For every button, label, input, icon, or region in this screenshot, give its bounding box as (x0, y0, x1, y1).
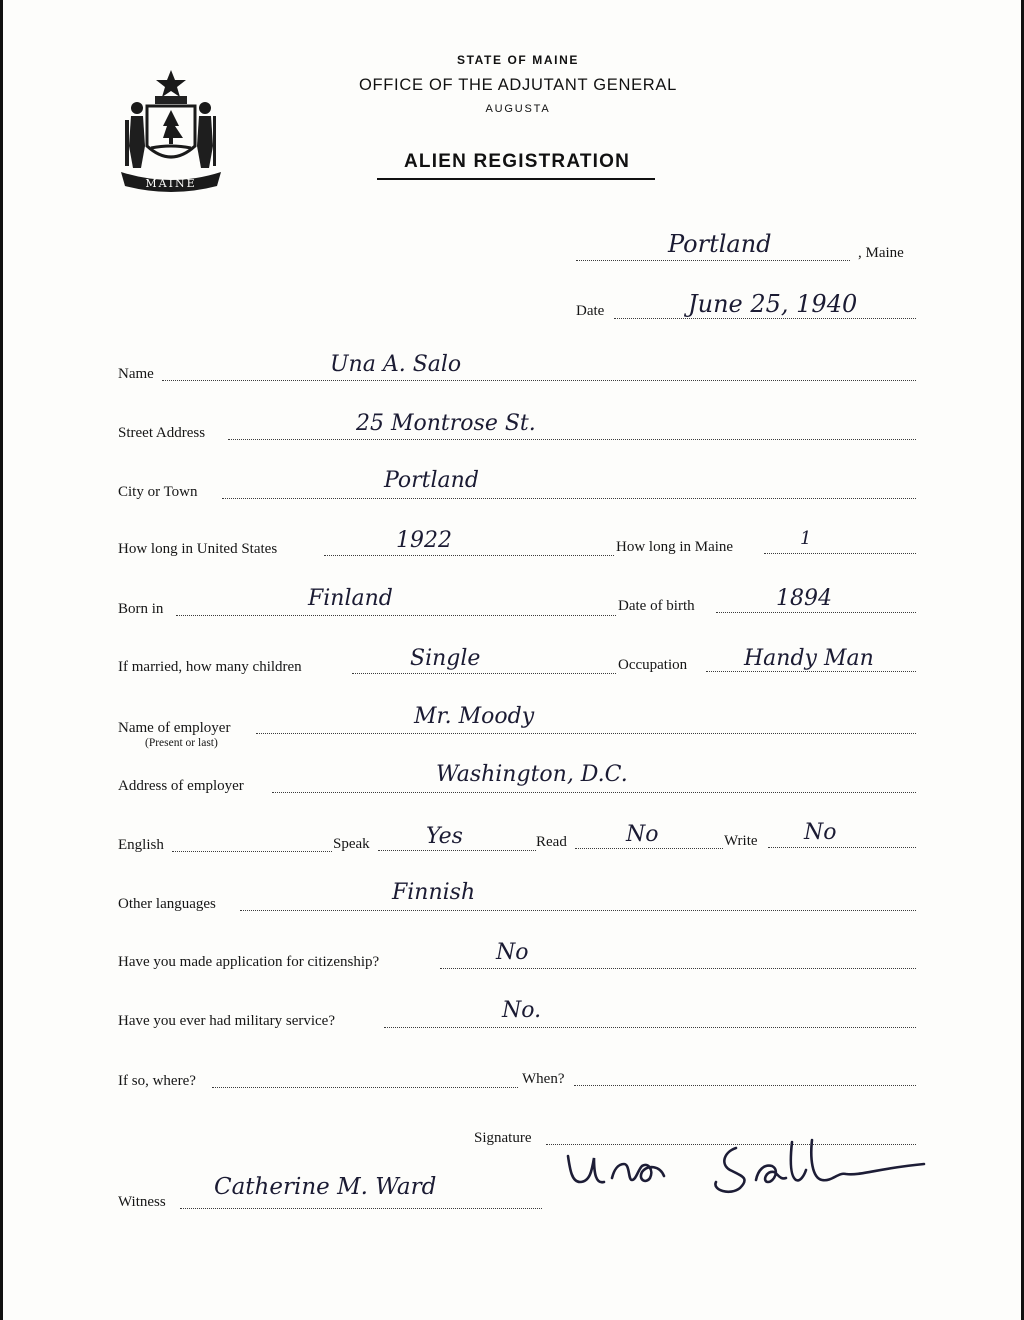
employer-name-label: Name of employer (118, 720, 231, 736)
date-of-birth-label: Date of birth (618, 598, 695, 614)
when-line (574, 1085, 916, 1086)
date-line (614, 318, 916, 319)
form-title: ALIEN REGISTRATION (403, 151, 631, 172)
scan-border-left (0, 0, 3, 1320)
street-address-label: Street Address (118, 425, 206, 441)
write-value: No (804, 820, 837, 845)
citizenship-value: No (496, 940, 529, 965)
place-line (576, 260, 850, 261)
place-value: Portland (668, 230, 772, 258)
state-heading: STATE OF MAINE (457, 53, 579, 67)
where-label: If so, where? (118, 1073, 196, 1089)
employer-address-value: Washington, D.C. (436, 762, 628, 787)
witness-value: Catherine M. Ward (214, 1174, 437, 1200)
signature-label: Signature (474, 1130, 532, 1146)
witness-line (180, 1208, 542, 1209)
read-line (575, 848, 723, 849)
where-line (212, 1087, 518, 1088)
employer-name-sublabel: (Present or last) (145, 737, 218, 749)
born-in-label: Born in (118, 601, 164, 617)
speak-value: Yes (426, 824, 463, 849)
title-underline (377, 178, 655, 180)
street-address-value: 25 Montrose St. (356, 411, 536, 436)
how-long-maine-line (764, 553, 916, 554)
military-label: Have you ever had military service? (118, 1013, 335, 1029)
name-line (162, 380, 916, 381)
other-languages-value: Finnish (392, 880, 476, 905)
born-in-line (176, 615, 616, 616)
how-long-us-label: How long in United States (118, 541, 278, 557)
speak-label: Speak (333, 836, 370, 852)
place-suffix: , Maine (858, 245, 904, 261)
maine-state-seal (117, 68, 225, 194)
citizenship-label: Have you made application for citizenship? (118, 954, 380, 970)
occupation-line (706, 671, 916, 672)
children-line (352, 673, 616, 674)
signature-handwriting (560, 1130, 940, 1200)
date-value: June 25, 1940 (688, 290, 858, 318)
date-of-birth-value: 1894 (776, 586, 832, 611)
how-long-maine-value: 1 (800, 528, 812, 549)
date-of-birth-line (716, 612, 916, 613)
date-label: Date (576, 303, 605, 319)
svg-text:MAINE: MAINE (145, 177, 197, 190)
born-in-value: Finland (308, 586, 393, 611)
city-heading: AUGUSTA (485, 103, 551, 115)
write-line (768, 847, 916, 848)
children-value: Single (410, 646, 481, 671)
other-languages-line (240, 910, 916, 911)
citizenship-line (440, 968, 916, 969)
city-value: Portland (384, 468, 479, 493)
employer-address-label: Address of employer (118, 778, 244, 794)
employer-name-value: Mr. Moody (414, 704, 535, 729)
name-label: Name (118, 366, 154, 382)
other-languages-label: Other languages (118, 896, 216, 912)
write-label: Write (724, 833, 758, 849)
witness-label: Witness (118, 1194, 166, 1210)
office-heading: OFFICE OF THE ADJUTANT GENERAL (358, 76, 678, 94)
how-long-us-line (324, 555, 614, 556)
military-value: No. (502, 998, 542, 1023)
city-label: City or Town (118, 484, 198, 500)
when-label: When? (522, 1071, 565, 1087)
military-line (384, 1027, 916, 1028)
english-line (172, 851, 332, 852)
occupation-label: Occupation (618, 657, 688, 673)
employer-address-line (272, 792, 916, 793)
read-label: Read (536, 834, 567, 850)
street-address-line (228, 439, 916, 440)
read-value: No (626, 822, 659, 847)
speak-line (378, 850, 536, 851)
english-label: English (118, 837, 164, 853)
city-line (222, 498, 916, 499)
employer-name-line (256, 733, 916, 734)
name-value: Una A. Salo (330, 352, 462, 377)
children-label: If married, how many children (118, 659, 302, 675)
how-long-maine-label: How long in Maine (616, 539, 734, 555)
occupation-value: Handy Man (744, 646, 874, 671)
how-long-us-value: 1922 (396, 528, 452, 553)
